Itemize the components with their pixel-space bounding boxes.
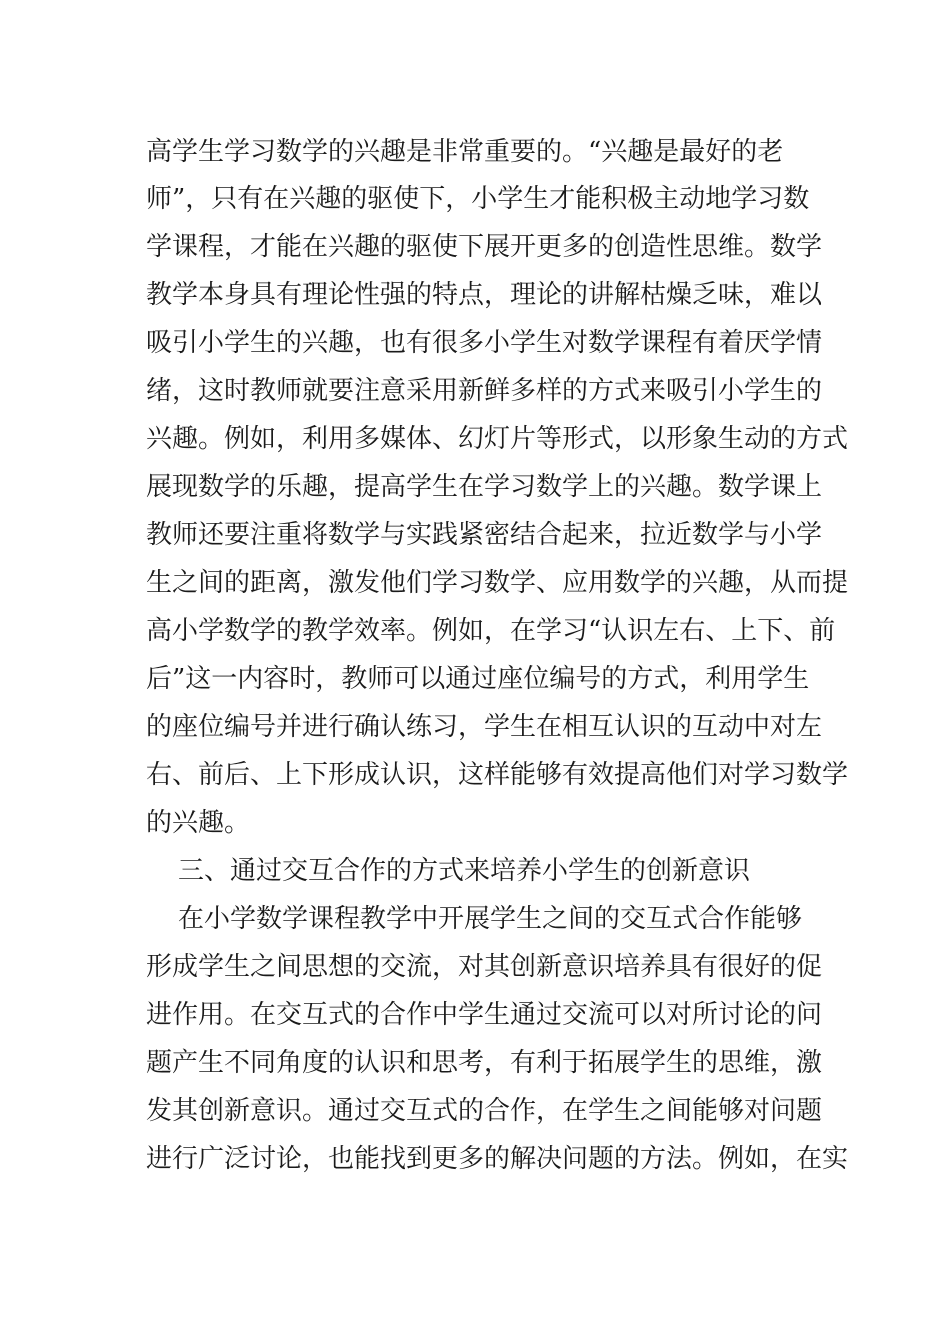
text-line-5: 吸引小学生的兴趣，也有很多小学生对数学课程有着厌学情 [146, 328, 823, 358]
text-line-22: 进行广泛讨论，也能找到更多的解决问题的方法。例如，在实 [146, 1144, 849, 1174]
text-line-10: 生之间的距离，激发他们学习数学、应用数学的兴趣，从而提 [146, 568, 849, 598]
text-line-12: 后”这一内容时，教师可以通过座位编号的方式，利用学生 [146, 664, 810, 694]
text-line-7: 兴趣。例如，利用多媒体、幻灯片等形式，以形象生动的方式 [146, 424, 849, 454]
text-line-18: 形成学生之间思想的交流，对其创新意识培养具有很好的促 [146, 952, 823, 982]
text-line-19: 进作用。在交互式的合作中学生通过交流可以对所讨论的问 [146, 1000, 823, 1030]
text-line-2: 师”，只有在兴趣的驱使下，小学生才能积极主动地学习数 [146, 184, 810, 214]
text-line-21: 发其创新意识。通过交互式的合作，在学生之间能够对问题 [146, 1096, 823, 1126]
text-line-20: 题产生不同角度的认识和思考，有利于拓展学生的思维，激 [146, 1048, 823, 1078]
text-line-15: 的兴趣。 [146, 808, 251, 838]
section-heading: 三、通过交互合作的方式来培养小学生的创新意识 [178, 856, 751, 886]
text-line-11: 高小学数学的教学效率。例如，在学习“认识左右、上下、前 [146, 616, 836, 646]
text-line-6: 绪，这时教师就要注意采用新鲜多样的方式来吸引小学生的 [146, 376, 823, 406]
text-line-8: 展现数学的乐趣，提高学生在学习数学上的兴趣。数学课上 [146, 472, 823, 502]
text-line-1: 高学生学习数学的兴趣是非常重要的。“兴趣是最好的老 [146, 137, 784, 167]
text-line-9: 教师还要注重将数学与实践紧密结合起来，拉近数学与小学 [146, 520, 823, 550]
text-line-14: 右、前后、上下形成认识，这样能够有效提高他们对学习数学 [146, 760, 849, 790]
text-line-13: 的座位编号并进行确认练习，学生在相互认识的互动中对左 [146, 712, 823, 742]
text-line-17: 在小学数学课程教学中开展学生之间的交互式合作能够 [178, 904, 803, 934]
text-line-3: 学课程，才能在兴趣的驱使下展开更多的创造性思维。数学 [146, 232, 823, 262]
text-line-4: 教学本身具有理论性强的特点，理论的讲解枯燥乏味，难以 [146, 280, 823, 310]
